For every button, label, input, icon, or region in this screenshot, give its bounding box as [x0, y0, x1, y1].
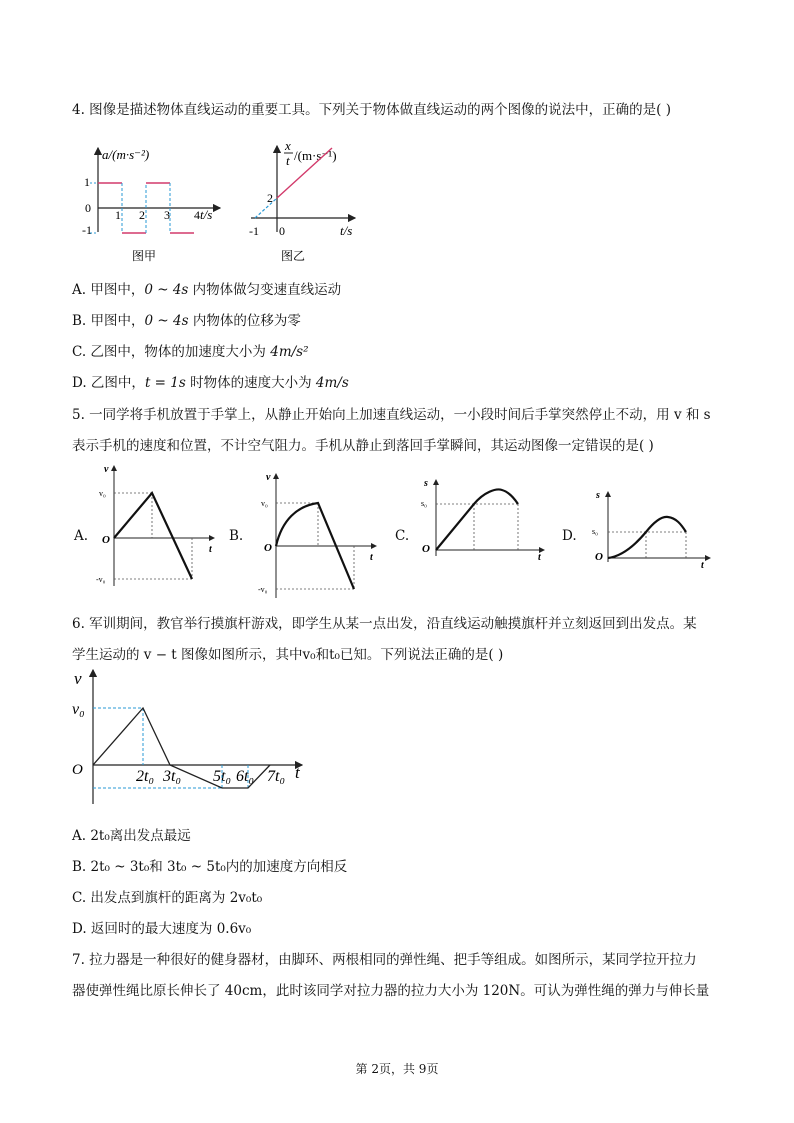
q5-graph-c[interactable] [414, 476, 549, 561]
svg-text:O: O [102, 534, 110, 546]
svg-text:3t₀: 3t₀ [163, 768, 182, 785]
q6-option-b[interactable]: B. 2t₀ ~ 3t₀和 3t₀ ~ 5t₀内的加速度方向相反 [72, 859, 348, 875]
q4-yi-caption: 图乙 [281, 249, 306, 263]
svg-text:2t₀: 2t₀ [136, 768, 155, 785]
svg-text:s₀: s₀ [592, 527, 598, 536]
q4-stem: 4. 图像是描述物体直线运动的重要工具。下列关于物体做直线运动的两个图像的说法中，正确的是( ) [72, 102, 671, 118]
q4-jia-ytick: -1 [82, 223, 92, 237]
svg-text:-v₀: -v₀ [96, 575, 106, 584]
q6-option-c[interactable]: C. 出发点到旗杆的距离为 2v₀t₀ [72, 890, 263, 906]
q4-option-d[interactable]: D. 乙图中，t = 1s 时物体的速度大小为 4m/s [72, 375, 349, 391]
q5-option-b-letter[interactable]: B. [229, 528, 244, 544]
q4-jia-xtick: 4 [194, 208, 200, 222]
svg-text:v: v [74, 669, 82, 688]
q4-jia-ytick: 0 [85, 201, 91, 215]
svg-text:6t₀: 6t₀ [236, 768, 255, 785]
q4-yi-ylabel-den: t [286, 153, 290, 168]
q4-option-b[interactable]: B. 甲图中，0 ~ 4s 内物体的位移为零 [72, 313, 301, 329]
q4-jia-xtick: 2 [139, 208, 145, 222]
q6-option-d[interactable]: D. 返回时的最大速度为 0.6v₀ [72, 921, 252, 937]
svg-text:v: v [266, 472, 271, 483]
svg-text:s: s [424, 478, 428, 489]
q5-stem-line1: 5. 一同学将手机放置于手掌上，从静止开始向上加速直线运动，一小段时间后手掌突然停止不动，用 v 和 s [72, 407, 711, 423]
svg-text:5t₀: 5t₀ [213, 768, 232, 785]
svg-text:t: t [209, 544, 212, 555]
q4-yi-extrapolation [255, 198, 277, 218]
q4-yi-xlabel: t/s [340, 223, 353, 238]
q4-jia-caption: 图甲 [132, 249, 157, 263]
q4-graph-yi [245, 140, 375, 265]
svg-text:t: t [295, 763, 300, 782]
svg-text:O: O [72, 762, 83, 778]
q4-jia-ylabel: a/(m·s⁻²) [102, 147, 150, 162]
q6-option-a[interactable]: A. 2t₀离出发点最远 [72, 828, 191, 844]
page-footer: 第 2页，共 9页 [355, 1062, 439, 1076]
q4-yi-tick: 0 [279, 224, 285, 238]
q5-graph-b[interactable] [252, 470, 382, 602]
svg-text:t: t [370, 552, 373, 563]
q4-yi-ylabel-num: x [285, 140, 291, 153]
q4-yi-ylabel-unit: /(m·s⁻¹) [294, 148, 337, 163]
svg-text:7t₀: 7t₀ [267, 768, 286, 785]
q5-graph-d[interactable] [588, 488, 718, 570]
q7-line1: 7. 拉力器是一种很好的健身器材，由脚环、两根相同的弹性绳、把手等组成。如图所示，某同学拉开拉力 [72, 952, 697, 968]
svg-text:s₀: s₀ [421, 499, 427, 508]
q5-stem-line2: 表示手机的速度和位置，不计空气阻力。手机从静止到落回手掌瞬间，其运动图像一定错误的是( ) [72, 438, 654, 454]
svg-text:O: O [264, 542, 272, 554]
q4-jia-xtick: 1 [115, 208, 121, 222]
svg-text:v: v [104, 464, 109, 475]
q5-graph-a[interactable] [92, 462, 222, 592]
svg-text:v₀: v₀ [72, 701, 85, 718]
q4-option-c[interactable]: C. 乙图中，物体的加速度大小为 4m/s² [72, 344, 309, 360]
q6-stem-line2: 学生运动的 v − t 图像如图所示，其中v₀和t₀已知。下列说法正确的是( ) [72, 647, 504, 663]
svg-text:v₀: v₀ [261, 499, 268, 508]
svg-text:s: s [596, 490, 600, 501]
svg-text:-v₀: -v₀ [258, 585, 268, 594]
q6-stem-line1: 6. 军训期间，教官举行摸旗杆游戏，即学生从某一点出发，沿直线运动触摸旗杆并立刻返回到出发点。某 [72, 616, 697, 632]
svg-text:O: O [595, 551, 603, 563]
q4-option-a[interactable]: A. 甲图中，0 ~ 4s 内物体做匀变速直线运动 [72, 282, 342, 298]
svg-text:t: t [538, 552, 541, 561]
svg-text:v₀: v₀ [99, 489, 106, 498]
q4-graph-jia [80, 140, 230, 265]
q4-jia-ytick: 1 [84, 175, 90, 189]
q7-line2: 器使弹性绳比原长伸长了 40cm，此时该同学对拉力器的拉力大小为 120N。可认为弹性绳的弹力与伸长量 [72, 983, 710, 999]
svg-text:t: t [701, 560, 704, 570]
q4-yi-tick: 2 [267, 191, 273, 205]
q4-jia-xlabel: t/s [200, 207, 213, 222]
q4-yi-tick: -1 [249, 224, 259, 238]
q6-graph [70, 668, 320, 810]
q5-option-c-letter[interactable]: C. [395, 528, 410, 544]
svg-text:O: O [422, 543, 430, 555]
q5-option-a-letter[interactable]: A. [74, 528, 89, 544]
q5-option-d-letter[interactable]: D. [562, 528, 577, 544]
q4-jia-xtick: 3 [164, 208, 170, 222]
